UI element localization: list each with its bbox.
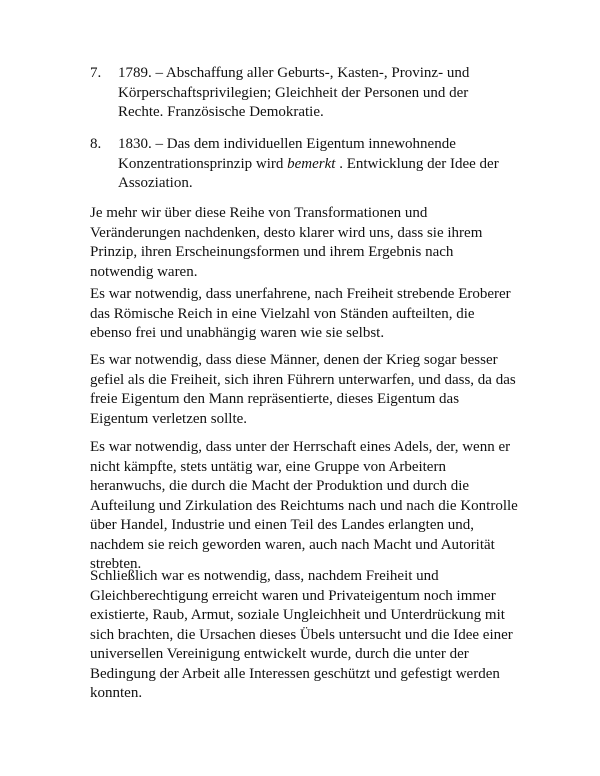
text-line: gefiel als die Freiheit, sich ihren Führern unterwarfen, und dass, da das	[90, 371, 516, 388]
text-line: Gleichberechtigung erreicht waren und Privateigentum noch immer	[90, 587, 496, 604]
text-line: 1830. – Das dem individuellen Eigentum innewohnende	[118, 136, 456, 152]
text-line: das Römische Reich in eine Vielzahl von Ständen aufteilten, die	[90, 305, 475, 322]
text-line: nicht kämpfte, stets untätig war, eine Gruppe von Arbeitern	[90, 458, 446, 475]
text-line: Rechte. Französische Demokratie.	[118, 104, 324, 120]
list-number: 7.	[90, 65, 102, 81]
text-line: ebenso frei und unabhängig waren wie sie selbst.	[90, 325, 385, 341]
list-item-text	[118, 135, 530, 194]
text-line	[118, 155, 530, 175]
text-line: Veränderungen nachdenken, desto klarer wird uns, dass sie ihrem	[90, 224, 483, 241]
text-line: Es war notwendig, dass diese Männer, denen der Krieg sogar besser	[90, 352, 498, 368]
text-line: heranwuchs, die durch die Macht der Produktion und durch die	[90, 478, 470, 494]
text-line: freie Eigentum den Mann repräsentierte, dieses Eigentum das	[90, 391, 460, 407]
list-item-text	[118, 64, 530, 123]
text-line: Bedingung der Arbeit alle Interessen geschützt und gefestigt werden	[90, 665, 500, 682]
text-line: Schließlich war es notwendig, dass, nachdem Freiheit und	[90, 568, 439, 584]
text-line: Es war notwendig, dass unter der Herrschaft eines Adels, der, wenn er	[90, 439, 511, 455]
text-segment: Konzentrationsprinzip wird	[118, 155, 288, 172]
text-line: sich brachten, die Ursachen dieses Übels untersucht und die Idee einer	[90, 626, 513, 643]
text-line: nachdem sie reich geworden waren, auch nach Macht und Autorität	[90, 536, 495, 553]
text-line: strebten.	[90, 556, 142, 572]
text-line: notwendig waren.	[90, 263, 198, 280]
text-line: existierte, Raub, Armut, soziale Ungleichheit und Unterdrückung mit	[90, 607, 505, 623]
text-line: Es war notwendig, dass unerfahrene, nach Freiheit strebende Eroberer	[90, 286, 511, 302]
text-line: über Handel, Industrie und einen Teil des Landes erlangten und,	[90, 517, 474, 533]
paragraph	[90, 351, 522, 429]
text-segment: . Entwicklung der Idee der	[335, 155, 499, 172]
text-line: universellen Vereinigung entwickelt wurde, durch die unter der	[90, 646, 469, 662]
paragraph	[90, 438, 522, 575]
emphasized-word: bemerkt	[287, 155, 336, 172]
text-line: Je mehr wir über diese Reihe von Transformationen und	[90, 205, 428, 221]
text-line: Körperschaftsprivilegien; Gleichheit der Personen und der	[118, 84, 469, 101]
paragraph	[90, 567, 522, 704]
text-line: Eigentum verletzen sollte.	[90, 410, 248, 427]
list-number: 8.	[90, 136, 102, 152]
paragraph	[90, 204, 522, 282]
text-line: konnten.	[90, 685, 143, 701]
text-line: Prinzip, ihren Erscheinungsformen und ihrem Ergebnis nach	[90, 244, 454, 260]
text-line: 1789. – Abschaffung aller Geburts-, Kasten-, Provinz- und	[118, 65, 470, 81]
paragraph	[90, 285, 522, 344]
text-line: Assoziation.	[118, 175, 193, 191]
text-line: Aufteilung und Zirkulation des Reichtums nach und nach die Kontrolle	[90, 497, 518, 514]
